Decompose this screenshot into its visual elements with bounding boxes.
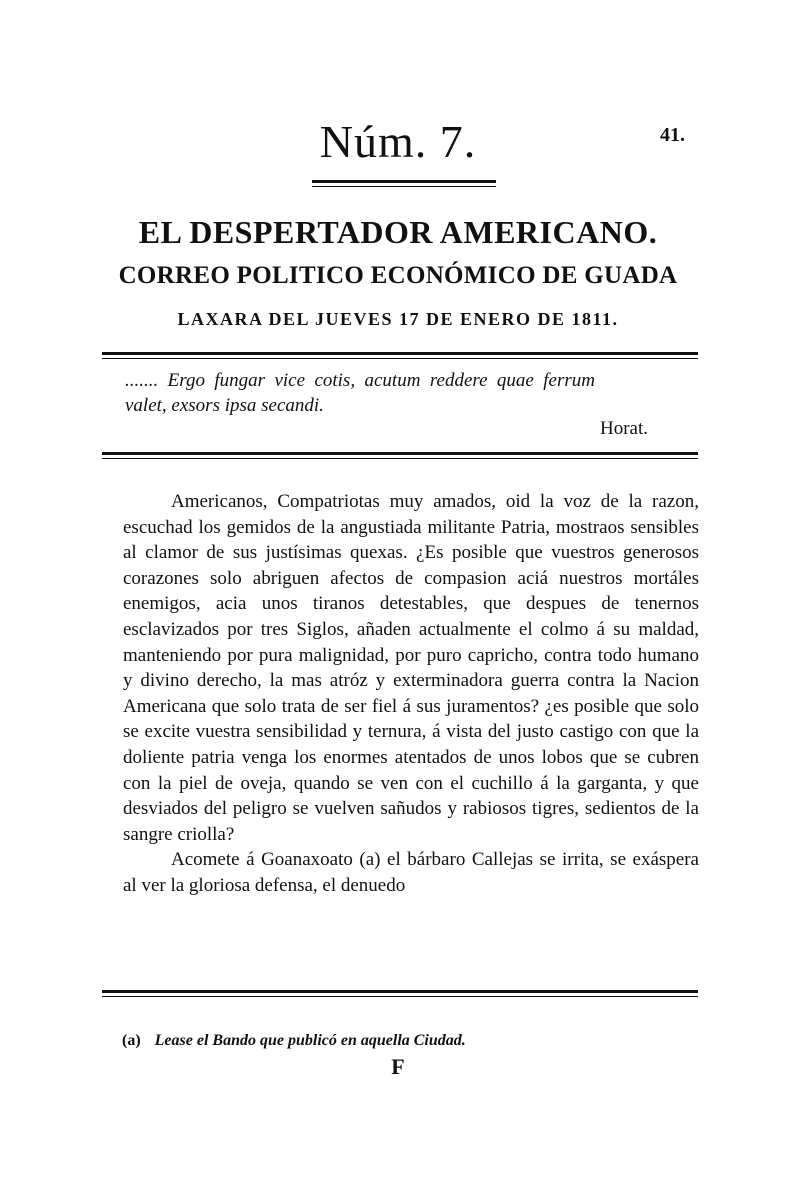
issue-number: Núm. 7. [319, 116, 477, 167]
epigraph-text: ....... Ergo fungar vice cotis, acutum reddere quae ferrum valet, exsors ipsa secandi. [125, 370, 595, 416]
footnote [122, 1030, 622, 1052]
epigraph-author: Horat. [600, 418, 649, 439]
footnote-text: Lease el Bando que publicó en aquella Ciudad. [154, 1032, 466, 1049]
footnote-mark: (a) [122, 1032, 141, 1049]
masthead-title: EL DESPERTADOR AMERICANO. [138, 214, 658, 250]
dateline: LAXARA DEL JUEVES 17 DE ENERO DE 1811. [177, 309, 619, 329]
header-rule [312, 180, 496, 187]
article-body [123, 489, 699, 899]
article-paragraph: Americanos, Compatriotas muy amados, oid la voz de la razon, escuchad los gemidos de la angustiada militante Patria, mostraos sensibles al clamor de sus justísimas quexas. ¿Es posible que vuestros generosos corazones solo abriguen afectos de compasion aciá nuestros mortáles enemigos, acia unos tiranos detestables, que despues de tenernos esclavizados por tres Siglos, añaden actualmente el colmo á su maldad, manteniendo por pura malignidad, por puro capricho, contra todo humano y divino derecho, la mas atróz y exterminadora guerra contra la Nacion Americana que solo trata de ser fiel á sus juramentos? ¿es posible que solo se excite vuestra sensibilidad y ternura, á vista del justo castigo con que la doliente patria venga los enormes atentados de unos lobos que se cubren con la piel de oveja, quando se ven con el cuchillo á la garganta, y que desviados del peligro se vuelven sañudos y rabiosos tigres, sedientos de la sangre criolla? [123, 491, 699, 845]
epigraph-top-rule [102, 352, 698, 359]
article-paragraph: Acomete á Goanaxoato (a) el bárbaro Callejas se irrita, se exáspera al ver la gloriosa defensa, el denuedo [123, 849, 699, 896]
footer-rule [102, 990, 698, 997]
page-number: 41. [660, 124, 685, 146]
signature-mark: F [391, 1054, 405, 1079]
masthead-subtitle: CORREO POLITICO ECONÓMICO DE GUADA [118, 262, 678, 289]
epigraph-bottom-rule [102, 452, 698, 459]
